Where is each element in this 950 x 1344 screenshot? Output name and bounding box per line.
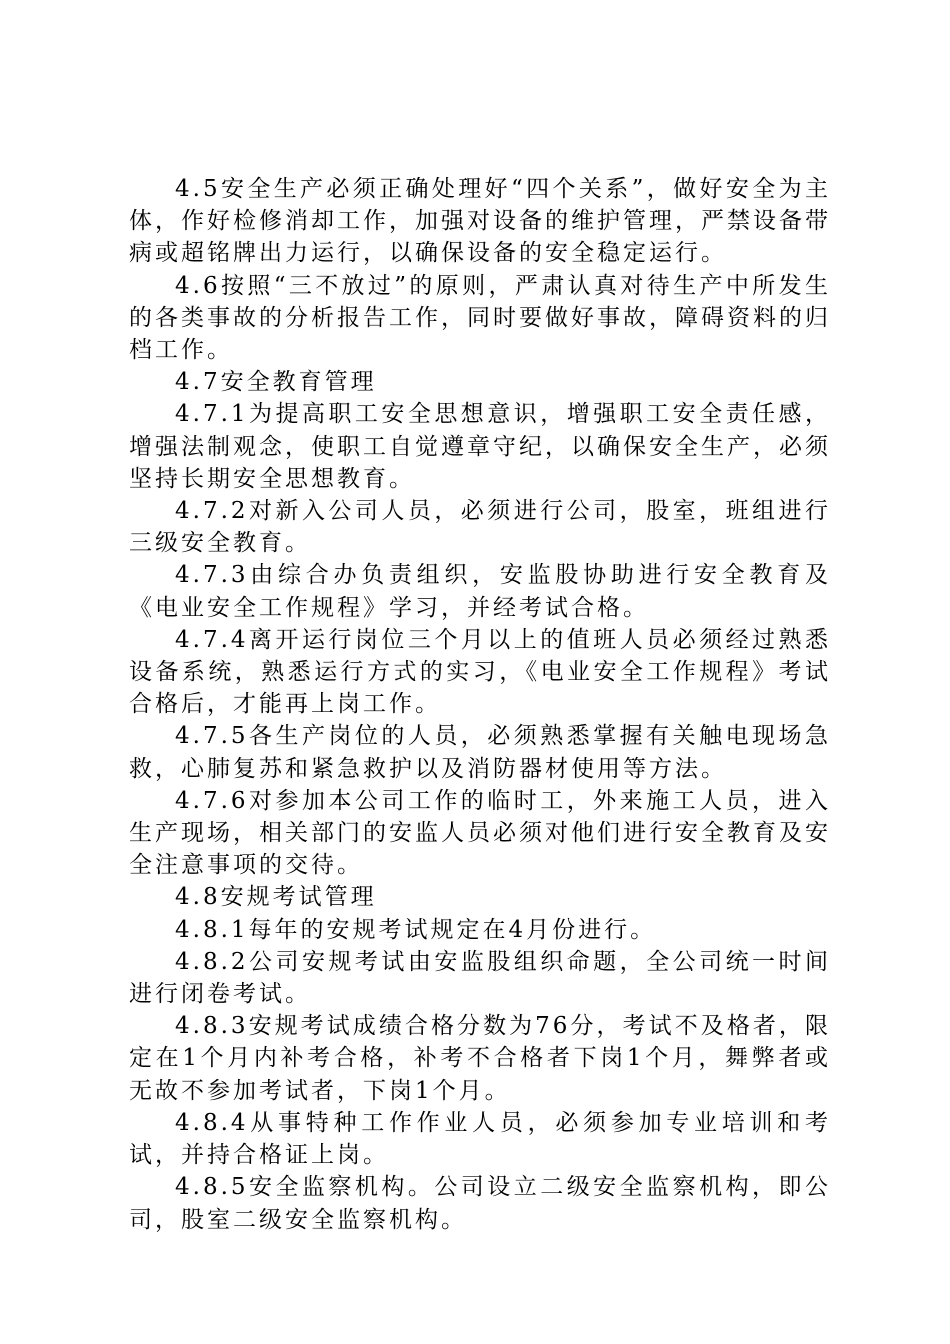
section-heading-4-7: 4.7安全教育管理 <box>175 369 377 396</box>
paragraph-4-6: 4.6按照“三不放过”的原则，严肃认真对待生产中所发生的各类事故的分析报告工作，同时要做好事故，障碍资料的归档工作。 <box>129 272 831 364</box>
paragraph-4-7-5: 4.7.5各生产岗位的人员，必须熟悉掌握有关触电现场急救，心肺复苏和紧急救护以及消防器材使用等方法。 <box>129 723 831 782</box>
paragraph-4-7-2: 4.7.2对新入公司人员，必须进行公司，股室，班组进行三级安全教育。 <box>129 498 831 557</box>
paragraph-4-5: 4.5安全生产必须正确处理好“四个关系”，做好安全为主体，作好检修消却工作，加强对设备的维护管理，严禁设备带病或超铭牌出力运行，以确保设备的安全稳定运行。 <box>129 176 831 267</box>
paragraph-4-7-1: 4.7.1为提高职工安全思想意识，增强职工安全责任感，增强法制观念，使职工自觉遵章守纪，以确保安全生产，必须坚持长期安全思想教育。 <box>129 401 831 492</box>
paragraph-4-8-5: 4.8.5安全监察机构。公司设立二级安全监察机构，即公司，股室二级安全监察机构。 <box>129 1174 831 1233</box>
paragraph-4-8-4: 4.8.4从事特种工作作业人员，必须参加专业培训和考试，并持合格证上岗。 <box>129 1109 831 1169</box>
section-heading-4-8: 4.8安规考试管理 <box>175 884 377 911</box>
paragraph-4-7-4: 4.7.4离开运行岗位三个月以上的值班人员必须经过熟悉设备系统，熟悉运行方式的实习，《电业安全工作规程》考试合格后，才能再上岗工作。 <box>129 626 831 718</box>
document-body <box>129 173 831 1236</box>
paragraph-4-8-3: 4.8.3安规考试成绩合格分数为76分，考试不及格者，限定在1个月内补考合格，补考不合格者下岗1个月，舞弊者或无故不参加考试者，下岗1个月。 <box>129 1013 831 1104</box>
paragraph-4-8-1: 4.8.1每年的安规考试规定在4月份进行。 <box>175 916 657 943</box>
paragraph-4-7-6: 4.7.6对参加本公司工作的临时工，外来施工人员，进入生产现场，相关部门的安监人员必须对他们进行安全教育及安全注意事项的交待。 <box>129 787 831 879</box>
paragraph-4-7-3: 4.7.3由综合办负责组织，安监股协助进行安全教育及《电业安全工作规程》学习，并经考试合格。 <box>129 562 831 621</box>
paragraph-4-8-2: 4.8.2公司安规考试由安监股组织命题，全公司统一时间进行闭卷考试。 <box>129 948 831 1008</box>
